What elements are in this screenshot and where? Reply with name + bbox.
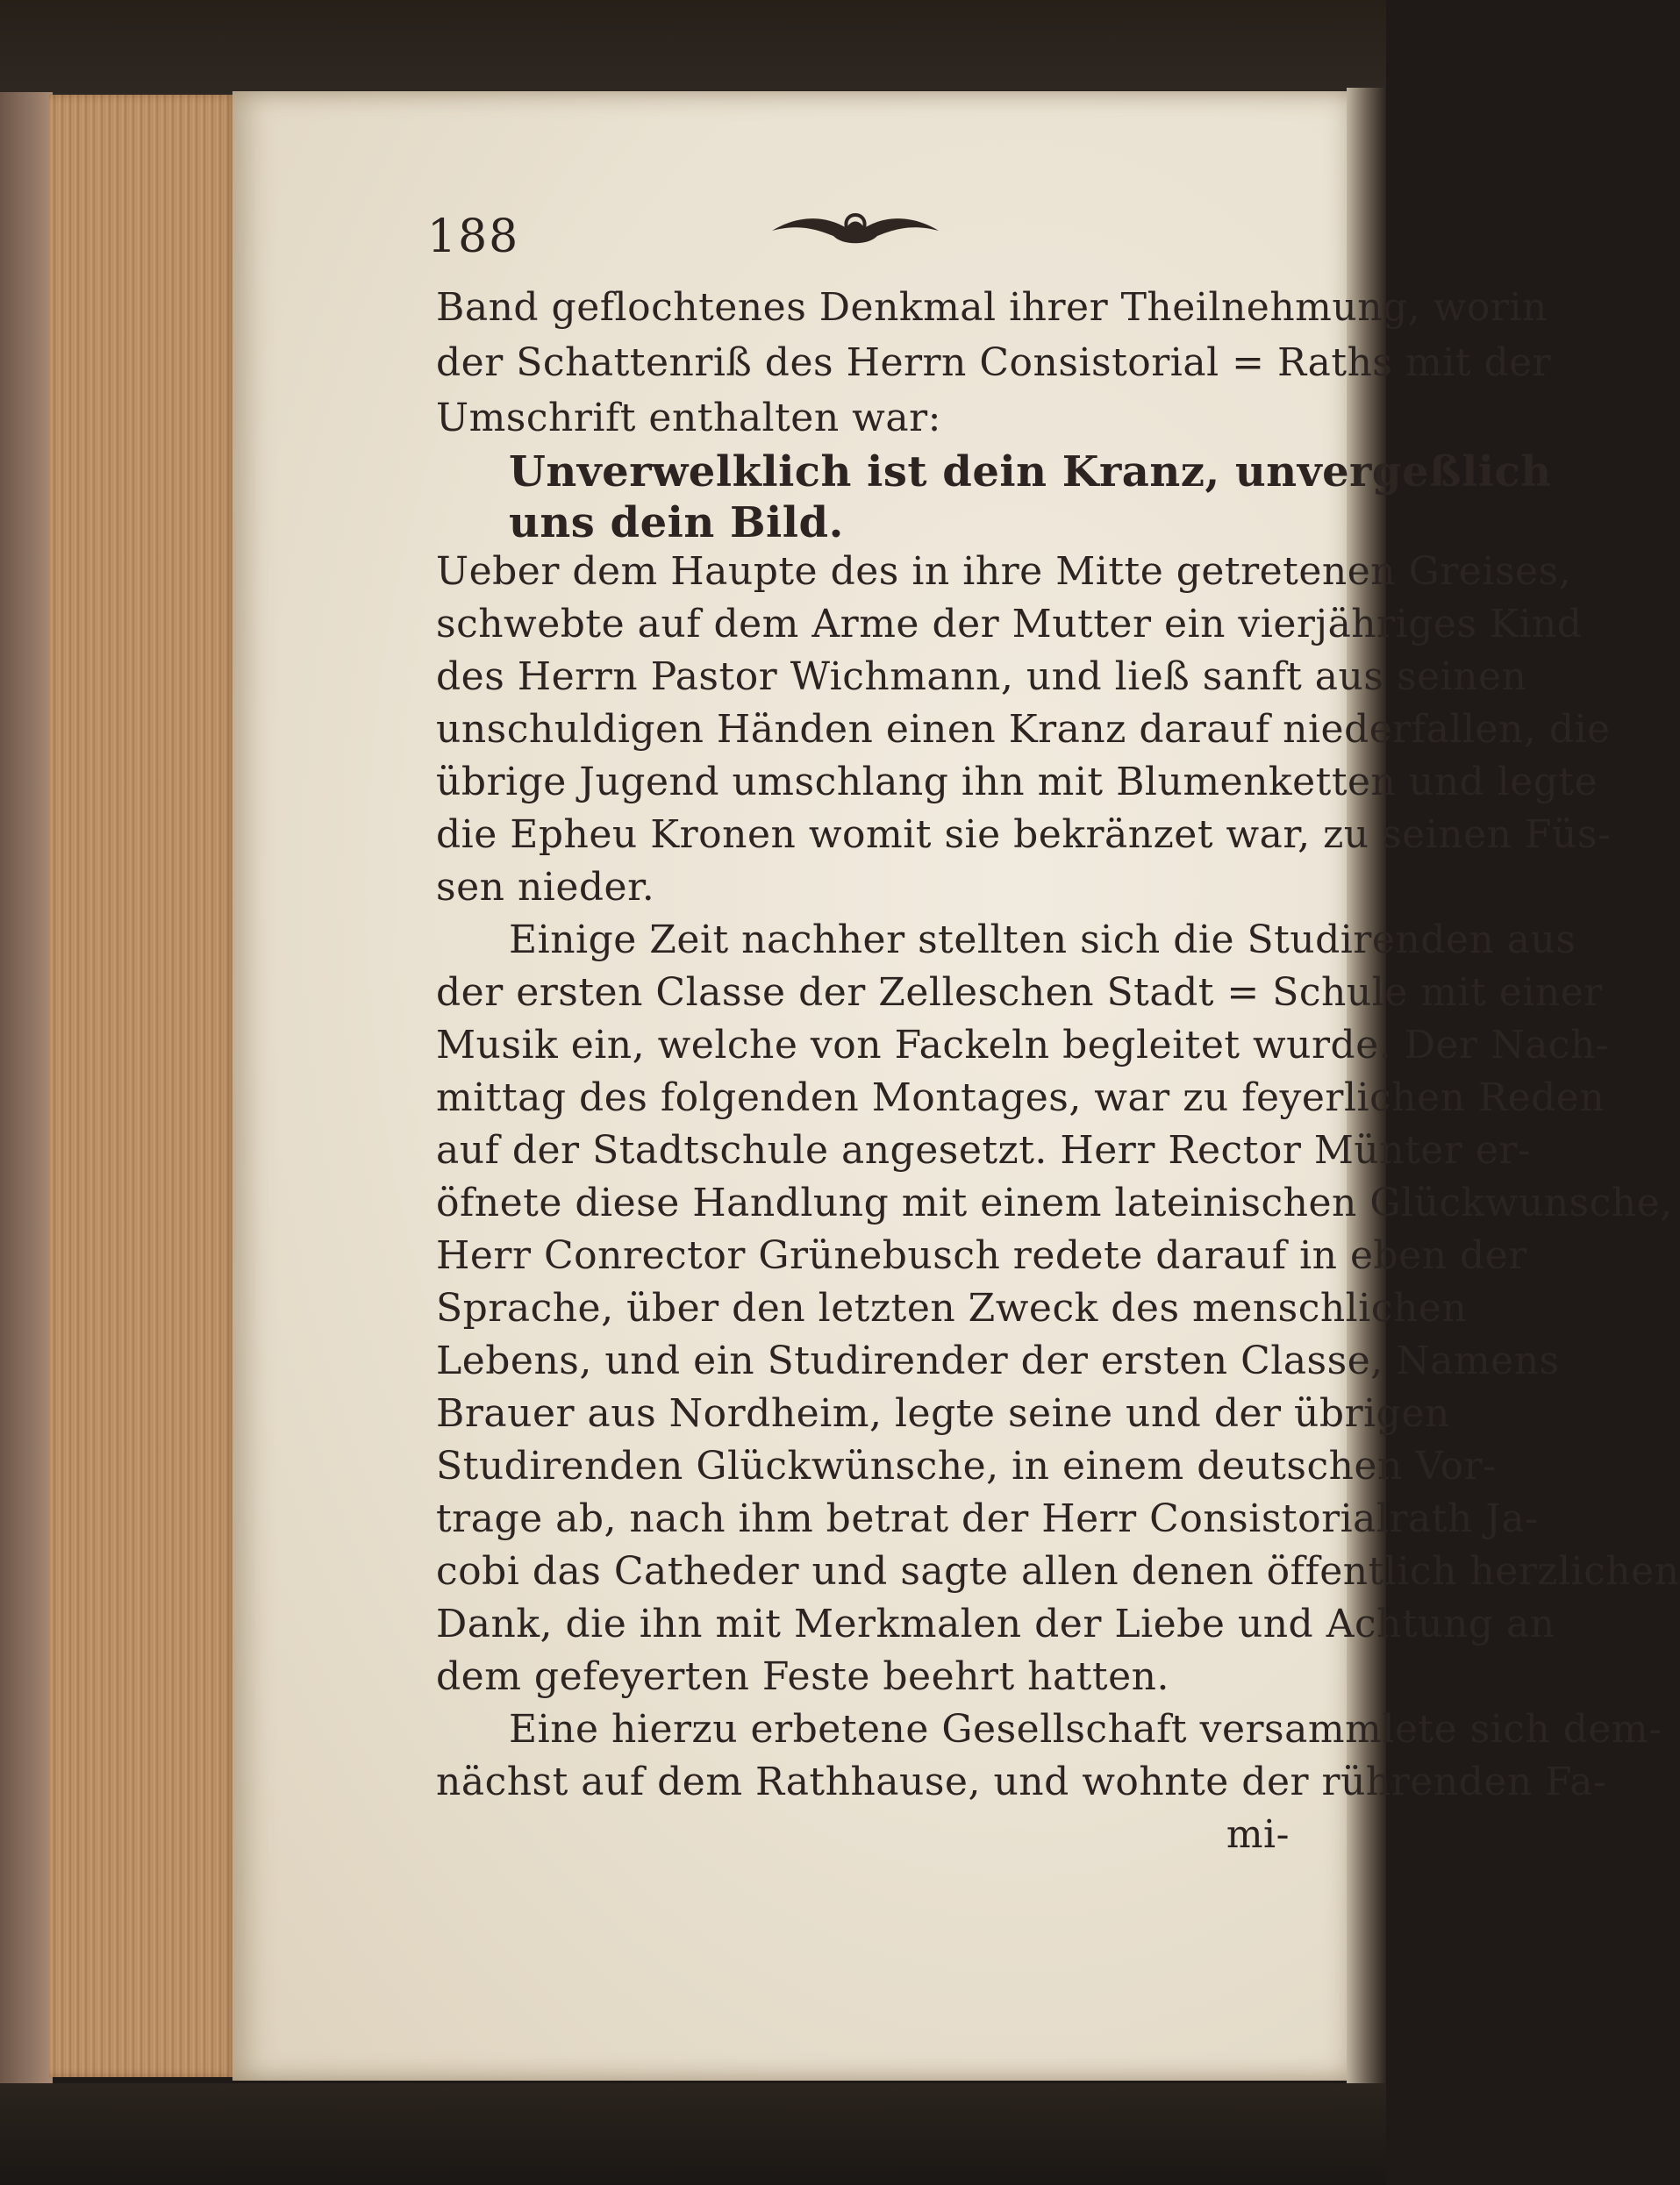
text-line-24: trage ab, nach ihm betrat der Herr Consistorialrath Ja- [436, 1496, 1539, 1541]
text-line-25: cobi das Catheder und sagte allen denen öffentlich herzlichen [436, 1549, 1680, 1594]
text-line-8: des Herrn Pastor Wichmann, und ließ sanft aus seinen [436, 654, 1527, 699]
text-line-9: unschuldigen Händen einen Kranz darauf niederfallen, die [436, 707, 1611, 752]
text-line-23: Studirenden Glückwünsche, in einem deutschen Vor- [436, 1444, 1497, 1489]
text-line-17: auf der Stadtschule angesetzt. Herr Rector Münter er- [436, 1128, 1532, 1173]
verse-line-2: uns dein Bild. [509, 498, 844, 547]
text-line-27: dem gefeyerten Feste beehrt hatten. [436, 1654, 1169, 1699]
text-line-10: übrige Jugend umschlang ihn mit Blumenketten und legte [436, 760, 1598, 804]
text-line-1: Band geflochtenes Denkmal ihrer Theilnehmung, worin [436, 285, 1548, 330]
text-line-20: Sprache, über den letzten Zweck des menschlichen [436, 1286, 1468, 1331]
top-shadow [0, 0, 1386, 98]
text-line-3: Umschrift enthalten war: [436, 396, 941, 440]
catchword: mi- [1226, 1812, 1290, 1857]
verse-line-1: Unverwelklich ist dein Kranz, unvergeßlich [509, 447, 1552, 496]
text-line-12: sen nieder. [436, 865, 655, 910]
text-line-11: die Epheu Kronen womit sie bekränzet war, zu seinen Füs- [436, 812, 1612, 857]
text-line-6: Ueber dem Haupte des in ihre Mitte getretenen Greises, [436, 549, 1572, 594]
text-line-16: mittag des folgenden Montages, war zu feyerlichen Reden [436, 1075, 1605, 1120]
bottom-shadow [0, 2083, 1386, 2185]
book-cover-edge [0, 92, 53, 2092]
text-line-14: der ersten Classe der Zelleschen Stadt = Schule mit einer [436, 970, 1603, 1015]
text-line-19: Herr Conrector Grünebusch redete darauf in eben der [436, 1233, 1527, 1278]
fleuron-ornament-icon [763, 197, 947, 259]
text-line-26: Dank, die ihn mit Merkmalen der Liebe und Achtung an [436, 1602, 1555, 1646]
paragraph-start-2: Eine hierzu erbetene Gesellschaft versammlete sich dem- [509, 1707, 1662, 1752]
text-line-18: öfnete diese Handlung mit einem lateinischen Glückwunsche, [436, 1181, 1673, 1225]
text-line-15: Musik ein, welche von Fackeln begleitet wurde. Der Nach- [436, 1023, 1610, 1068]
text-line-2: der Schattenriß des Herrn Consistorial = Raths mit der [436, 340, 1552, 385]
text-line-22: Brauer aus Nordheim, legte seine und der übrigen [436, 1391, 1450, 1436]
paragraph-start-1: Einige Zeit nachher stellten sich die Studirenden aus [509, 918, 1576, 962]
text-line-21: Lebens, und ein Studirender der ersten Classe, Namens [436, 1339, 1560, 1383]
page-number: 188 [427, 211, 520, 263]
page-block-edges [49, 95, 237, 2077]
text-line-7: schwebte auf dem Arme der Mutter ein vierjähriges Kind [436, 602, 1583, 646]
text-line-29: nächst auf dem Rathhause, und wohnte der rührenden Fa- [436, 1760, 1607, 1804]
